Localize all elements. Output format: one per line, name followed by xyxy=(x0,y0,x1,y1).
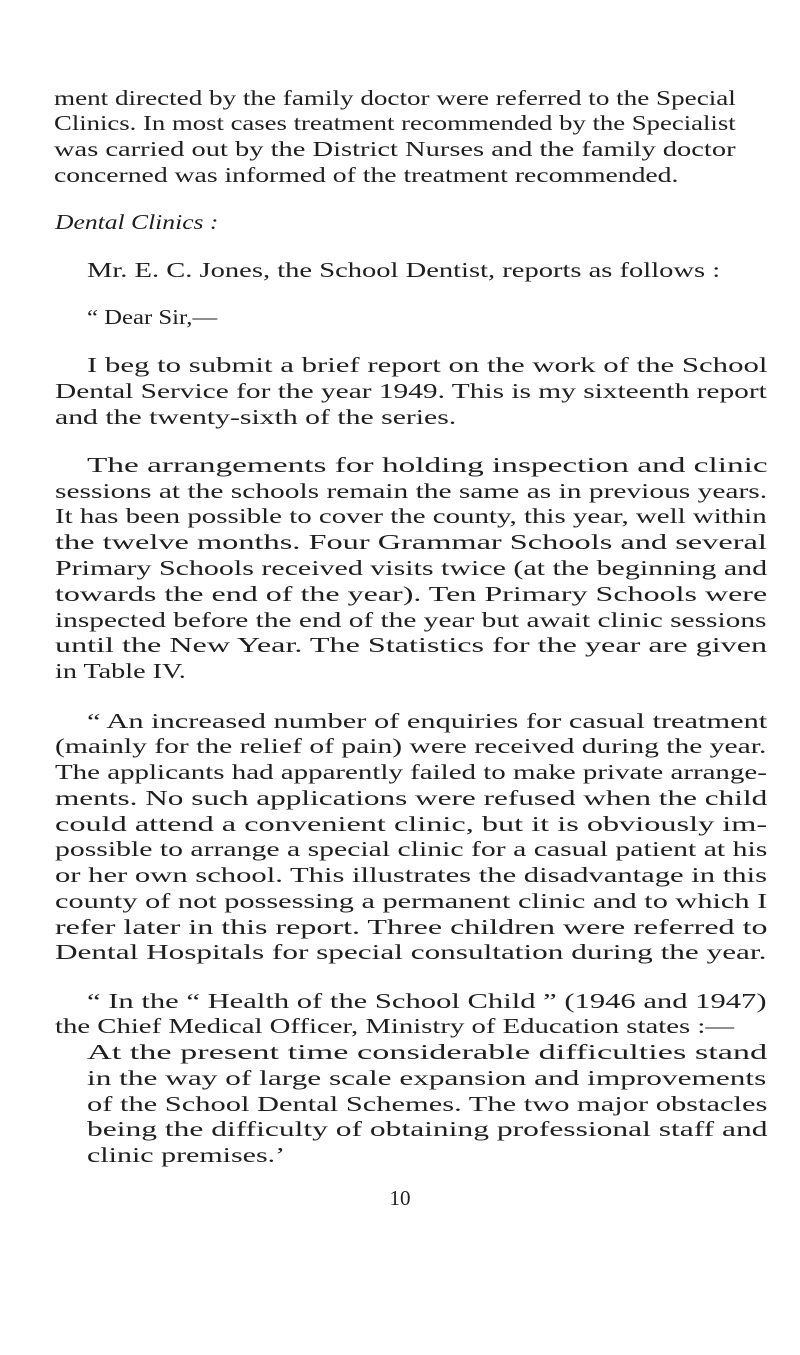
block-quote-line: At the present time considerable difficulties stand xyxy=(87,1040,768,1064)
report-paragraph-line: sessions at the schools remain the same as in previous years. xyxy=(55,479,768,503)
report-paragraph-line: the twelve months. Four Grammar Schools and several xyxy=(55,530,767,554)
report-paragraph-line: Dental Service for the year 1949. This is my sixteenth report xyxy=(55,379,767,403)
report-paragraph-line: It has been possible to cover the county, this year, well within xyxy=(55,504,767,528)
report-paragraph-line: or her own school. This illustrates the disadvantage in this xyxy=(55,863,767,887)
block-quote-line: in the way of large scale expansion and improvements xyxy=(87,1066,767,1090)
report-paragraph-line: ments. No such applications were refused when the child xyxy=(55,786,768,810)
report-paragraph-line: county of not possessing a permanent clinic and to which I xyxy=(55,889,768,913)
page-number: 10 xyxy=(389,1186,411,1210)
report-paragraph-line: in Table IV. xyxy=(55,659,186,683)
report-paragraph-line: “ An increased number of enquiries for casual treatment xyxy=(87,709,768,733)
block-quote-line: clinic premises.’ xyxy=(87,1143,286,1167)
report-paragraph-line: and the twenty-sixth of the series. xyxy=(55,405,457,429)
report-paragraph-line: possible to arrange a special clinic for a casual patient at his xyxy=(55,837,768,861)
intro-line: Clinics. In most cases treatment recommended by the Specialist xyxy=(54,111,736,135)
report-paragraph-line: Primary Schools received visits twice (at the beginning and xyxy=(55,556,768,580)
report-paragraph-line: Dental Hospitals for special consultation during the year. xyxy=(55,940,767,964)
intro-line: concerned was informed of the treatment recommended. xyxy=(54,163,679,187)
block-quote-line: of the School Dental Schemes. The two major obstacles xyxy=(87,1092,768,1116)
report-paragraph-line: could attend a convenient clinic, but it is obviously im- xyxy=(55,812,768,836)
report-paragraph-line: the Chief Medical Officer, Ministry of Education states :— xyxy=(55,1014,735,1038)
intro-line: ment directed by the family doctor were referred to the Special xyxy=(54,86,736,110)
reporter-line: Mr. E. C. Jones, the School Dentist, reports as follows : xyxy=(87,258,721,282)
report-paragraph-line: I beg to submit a brief report on the work of the School xyxy=(87,353,768,377)
section-heading: Dental Clinics : xyxy=(55,210,219,234)
report-paragraph-line: The arrangements for holding inspection and clinic xyxy=(87,453,768,477)
block-quote-line: being the difficulty of obtaining professional staff and xyxy=(87,1117,768,1141)
report-paragraph-line: (mainly for the relief of pain) were received during the year. xyxy=(55,734,767,758)
report-paragraph-line: inspected before the end of the year but await clinic sessions xyxy=(55,608,767,632)
intro-line: was carried out by the District Nurses and the family doctor xyxy=(54,137,736,161)
letter-salutation: “ Dear Sir,— xyxy=(87,305,218,329)
report-paragraph-line: refer later in this report. Three children were referred to xyxy=(55,915,768,939)
report-paragraph-line: The applicants had apparently failed to make private arrange- xyxy=(55,760,767,784)
report-paragraph-line: until the New Year. The Statistics for the year are given xyxy=(55,633,768,657)
report-paragraph-line: “ In the “ Health of the School Child ” (1946 and 1947) xyxy=(87,989,767,1013)
report-paragraph-line: towards the end of the year). Ten Primary Schools were xyxy=(55,582,768,606)
